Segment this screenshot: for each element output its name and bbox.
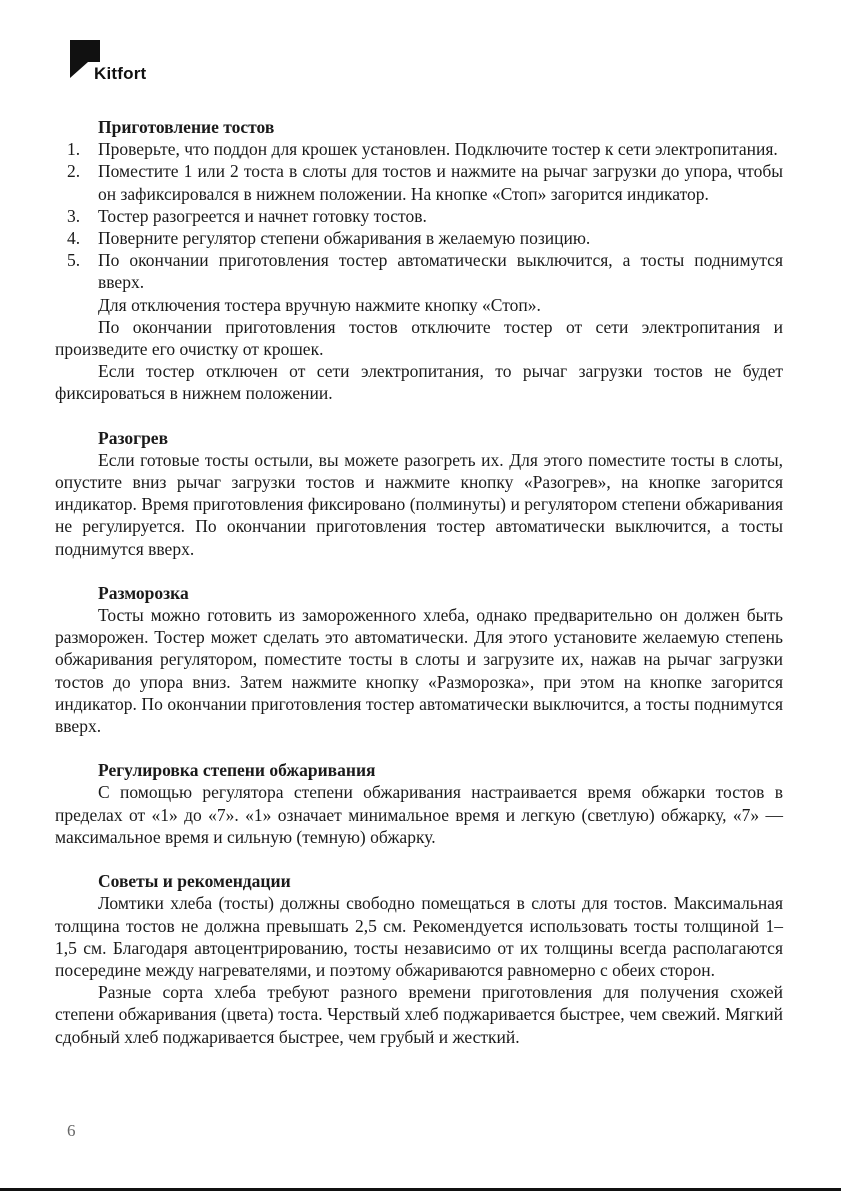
toast-steps-list [55,138,783,293]
list-item [55,205,783,227]
paragraph: По окончании приготовления тостов отключите тостер от сети электропитания и произведите его очистку от крошек. [55,316,783,360]
section-defrost [55,582,783,737]
paragraph: Для отключения тостера вручную нажмите кнопку «Стоп». [98,294,541,315]
list-item [55,138,783,160]
paragraph: С помощью регулятора степени обжаривания настраивается время обжарки тостов в пределах от «1» до «7». «1» означает минимальное время и легкую (светлую) обжарку, «7» — максимальное время и сильную (темную) обжарку. [55,782,783,847]
list-item-number: 2. [67,161,81,182]
list-item-text: Поместите 1 или 2 тоста в слоты для тостов и нажмите на рычаг загрузки до упора, чтобы он зафиксировался в нижнем положении. На кнопке «Стоп» загорится индикатор. [98,161,783,204]
list-item-number: 3. [67,205,81,226]
section-heading: Разморозка [98,582,189,603]
section-browning [55,759,783,848]
logo-wordmark: Kitfort [94,64,147,83]
paragraph: Если готовые тосты остыли, вы можете разогреть их. Для этого поместите тосты в слоты, опустите вниз рычаг загрузки тостов и нажмите кнопку «Разогрев», на кнопке загорится индикатор. Время приготовления фиксировано (полминуты) и регулятором степени обжаривания не регулируется. По окончании приготовления тостер автоматически выключится, а тосты поднимутся вверх. [55,449,783,559]
list-item-text: Поверните регулятор степени обжаривания в желаемую позицию. [98,228,591,249]
section-tips [55,870,783,1048]
paragraph: Если тостер отключен от сети электропитания, то рычаг загрузки тостов не будет фиксироваться в нижнем положении. [55,361,783,404]
kitfort-logo [68,38,168,84]
list-item-number: 1. [67,139,81,160]
document-body [55,116,783,1048]
paragraph: Тосты можно готовить из замороженного хлеба, однако предварительно он должен быть разморожен. Тостер может сделать это автоматически. Для этого установите желаемую степень обжаривания регулятором, поместите тосты в слоты и загрузите их, нажав на рычаг загрузки тостов до упора вниз. Затем нажмите кнопку «Разморозка», при этом на кнопке загорится индикатор. По окончании приготовления тостер автоматически выключится, а тосты поднимутся вверх. [55,605,783,737]
section-heading: Приготовление тостов [98,117,275,137]
list-item-number: 4. [67,228,81,249]
list-item-text: Проверьте, что поддон для крошек установлен. Подключите тостер к сети электропитания. [98,139,778,160]
list-item-number: 5. [67,250,81,271]
section-toast [55,116,783,405]
page-number: 6 [67,1121,76,1140]
section-heading: Регулировка степени обжаривания [98,760,376,781]
list-item [55,227,783,249]
section-spacer [55,737,783,759]
section-heading: Разогрев [98,427,169,448]
list-item-text: По окончании приготовления тостер автоматически выключится, а тосты поднимутся вверх. [98,250,783,293]
list-item-text: Тостер разогреется и начнет готовку тостов. [98,205,427,226]
section-spacer [55,848,783,870]
list-item [55,249,783,293]
section-spacer [55,560,783,582]
section-heading: Советы и рекомендации [98,871,291,892]
list-item [55,160,783,204]
paragraph: Разные сорта хлеба требуют разного времени приготовления для получения схожей степени обжаривания (цвета) тоста. Черствый хлеб поджаривается быстрее, чем свежий. Мягкий сдобный хлеб поджаривается быстрее, чем грубый и жесткий. [55,982,783,1047]
paragraph: Ломтики хлеба (тосты) должны свободно помещаться в слоты для тостов. Максимальная толщина тостов не должна превышать 2,5 см. Рекомендуется использовать тосты толщиной 1–1,5 см. Благодаря автоцентрированию, тосты независимо от их толщины всегда располагаются посередине между нагревателями, и поэтому обжариваются равномерно с обеих сторон. [55,893,783,980]
section-reheat [55,427,783,560]
section-spacer [55,405,783,427]
